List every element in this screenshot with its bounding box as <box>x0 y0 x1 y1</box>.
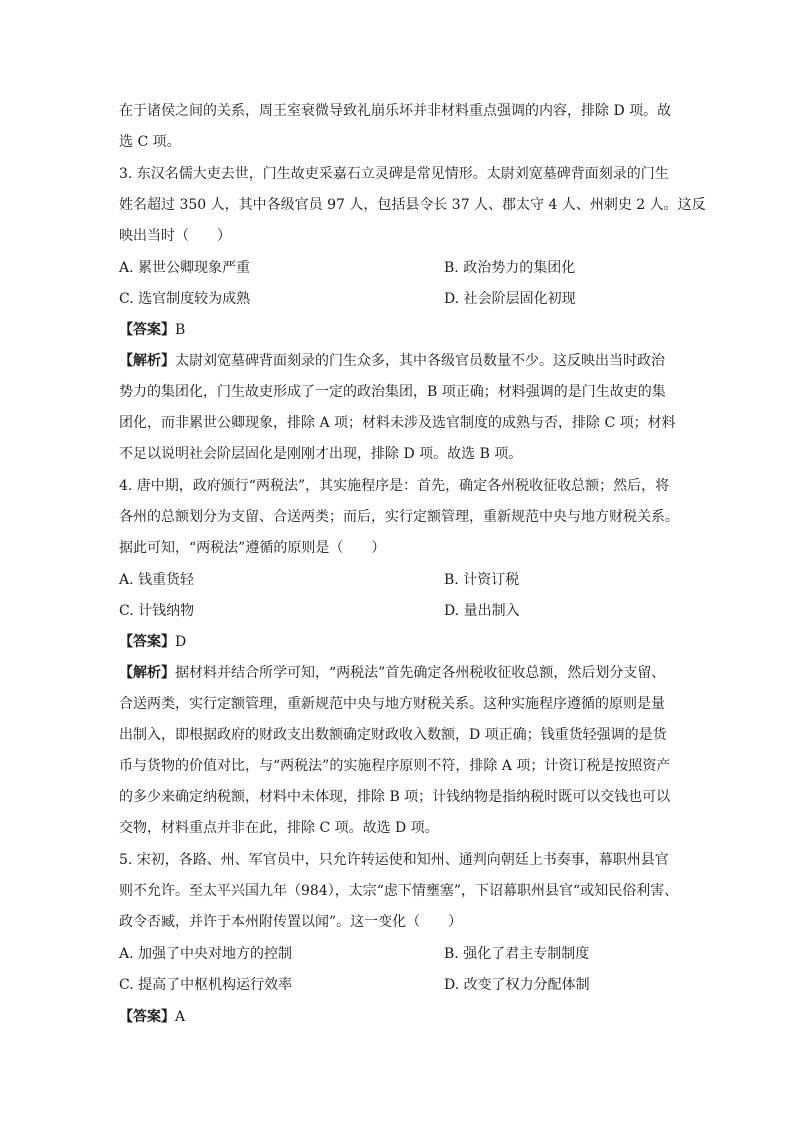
analysis-label: 【解析】 <box>119 353 175 369</box>
answer-value: A <box>175 1009 186 1025</box>
question-4-analysis-line <box>119 663 665 683</box>
question-3-stem-line: 姓名超过 350 人，其中各级官员 97 人，包括县令长 37 人、郡太守 4 人、州刺史 2 人。这反 <box>119 197 706 213</box>
question-3-stem-line: 3. 东汉名儒大吏去世，门生故吏采嘉石立灵碑是常见情形。太尉刘宽墓碑背面刻录的门生 <box>119 166 669 182</box>
question-4-answer <box>119 632 186 652</box>
question-3-option-a: A. 累世公卿现象严重 <box>119 260 251 276</box>
question-4-option-c: C. 计钱纳物 <box>119 603 195 619</box>
question-3-option-b: B. 政治势力的集团化 <box>444 260 576 276</box>
question-4-analysis-line: 币与货物的价值对比，与“两税法”的实施程序原则不符，排除 A 项；计资订税是按照资产 <box>119 758 671 774</box>
question-4-analysis-line: 合送两类，实行定额管理，重新规范中央与地方财税关系。这种实施程序遵循的原则是量 <box>119 696 665 712</box>
question-5-option-a: A. 加强了中央对地方的控制 <box>119 946 293 962</box>
question-5-option-c: C. 提高了中枢机构运行效率 <box>119 977 293 993</box>
question-5-option-b: B. 强化了君主专制制度 <box>444 946 590 962</box>
question-3-stem-line: 映出当时（ ） <box>119 228 231 244</box>
question-3-option-d: D. 社会阶层固化初现 <box>444 291 576 307</box>
question-5-stem-line: 政令否臧，并许于本州附传置以闻”。这一变化（ ） <box>119 914 463 930</box>
question-3-option-c: C. 选官制度较为成熟 <box>119 291 251 307</box>
question-4-analysis-line: 出制入，即根据政府的财政支出数额确定财政收入数额，D 项正确；钱重货轻强调的是货 <box>119 727 667 743</box>
answer-label: 【答案】 <box>119 634 175 650</box>
continuation-line: 在于诸侯之间的关系，周王室衰微导致礼崩乐坏并非材料重点强调的内容，排除 D 项。故 <box>119 103 672 119</box>
answer-label: 【答案】 <box>119 1009 175 1025</box>
question-4-option-a: A. 钱重货轻 <box>119 572 195 588</box>
analysis-label: 【解析】 <box>119 665 175 681</box>
question-4-analysis-line: 的多少来确定纳税额，材料中未体现，排除 B 项；计钱纳物是指纳税时既可以交钱也可以 <box>119 789 671 805</box>
question-4-stem-line: 各州的总额划分为支留、合送两类；而后，实行定额管理，重新规范中央与地方财税关系。 <box>119 509 679 525</box>
question-4-option-b: B. 计资订税 <box>444 572 520 588</box>
question-5-answer <box>119 1007 185 1027</box>
question-3-analysis-line: 团化，而非累世公卿现象，排除 A 项；材料未涉及选官制度的成熟与否，排除 C 项；材料 <box>119 415 676 431</box>
question-4-stem-line: 4. 唐中期，政府颁行“两税法”，其实施程序是：首先，确定各州税收征收总额；然后，将 <box>119 478 670 494</box>
analysis-text: 太尉刘宽墓碑背面刻录的门生众多，其中各级官员数量不少。这反映出当时政治 <box>175 353 665 369</box>
answer-label: 【答案】 <box>119 322 175 338</box>
question-4-option-d: D. 量出制入 <box>444 603 520 619</box>
question-4-analysis-line: 交物，材料重点并非在此，排除 C 项。故选 D 项。 <box>119 820 439 836</box>
question-3-analysis-line: 不足以说明社会阶层固化是刚刚才出现，排除 D 项。故选 B 项。 <box>119 446 523 462</box>
question-3-analysis-line <box>119 351 665 371</box>
answer-value: D <box>175 634 187 650</box>
analysis-text: 据材料并结合所学可知，“两税法”首先确定各州税收征收总额，然后划分支留、 <box>175 665 666 681</box>
question-5-stem-line: 5. 宋初，各路、州、军官员中，只允许转运使和知州、通判向朝廷上书奏事，幕职州县官 <box>119 852 669 868</box>
answer-value: B <box>175 322 186 338</box>
question-5-stem-line: 则不允许。至太平兴国九年（984），太宗“虑下情壅塞”，下诏幕职州县官“或知民俗利害、 <box>119 883 679 899</box>
question-5-option-d: D. 改变了权力分配体制 <box>444 977 590 993</box>
continuation-line: 选 C 项。 <box>119 134 181 150</box>
question-3-answer <box>119 320 185 340</box>
question-3-analysis-line: 势力的集团化，门生故吏形成了一定的政治集团，B 项正确；材料强调的是门生故吏的集 <box>119 384 666 400</box>
question-4-stem-line: 据此可知，“两税法”遵循的原则是（ ） <box>119 540 386 556</box>
